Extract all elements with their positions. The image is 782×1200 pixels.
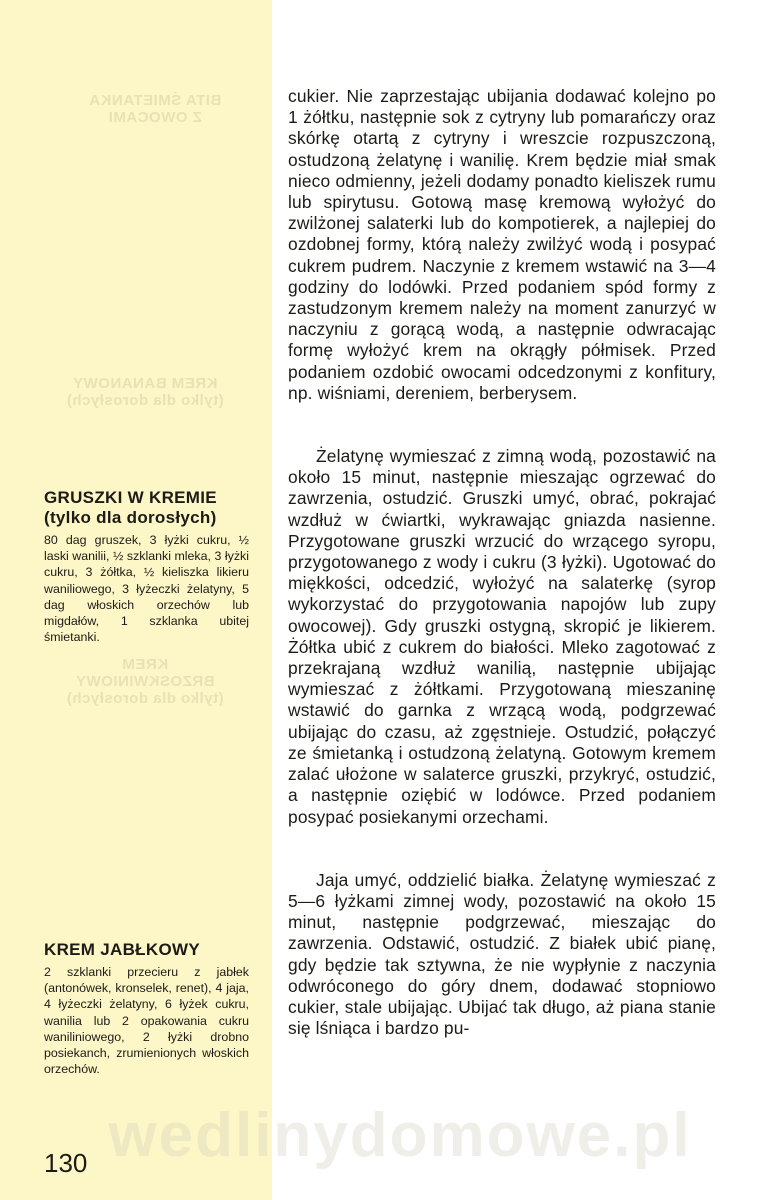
recipe-subtitle: (tylko dla dorosłych)	[44, 508, 217, 527]
paragraph-krem-jablkowy-instructions: Jaja umyć, oddzielić białka. Żelatynę wymieszać z 5—6 łyżkami zimnej wody, pozostawić na około 15 minut, następnie podgrzewać, mieszając do zawrzenia. Odstawić, ostudzić. Z białek ubić pianę, gdy będzie tak sztywna, że nie wypłynie z naczynia odwróconego do góry dnem, dodawać stopniowo cukier, stale ubijając. Ubijać tak długo, aż piana stanie się lśniąca i bardzo pu-	[288, 869, 716, 1039]
recipe-title: KREM JABŁKOWY	[44, 940, 200, 959]
paragraph-gruszki-instructions: Żelatynę wymieszać z zimną wodą, pozostawić na około 15 minut, następnie mieszając ogrzewać do zawrzenia, ostudzić. Gruszki umyć, obrać, pokrajać wzdłuż w ćwiartki, wykrawając gniazda nasienne. Przygotowane gruszki wrzucić do wrzącego syropu, przygotowanego z wody i cukru (3 łyżki). Ugotować do miękkości, odcedzić, wyłożyć na salaterkę (syrop wykorzystać do przygotowania napojów lub zupy owocowej). Gdy gruszki ostygną, skropić je likierem. Żółtka ubić z cukrem do białości. Mleko zagotować z przekrajaną wzdłuż wanilią, następnie ubijając wymieszać z żółtkami. Przygotowaną mieszaninę wstawić do garnka z wrzącą wodą, podgrzewać ubijając do czasu, aż zgęstnieje. Ostudzić, połączyć ze śmietanką i ostudzoną żelatyną. Gotowym kremem zalać ułożone w salaterce gruszki, przykryć, ostudzić, a następnie oziębić w lodówce. Przed podaniem posypać posiekanymi orzechami.	[288, 446, 716, 827]
recipe-krem-jablkowy	[44, 940, 249, 1077]
watermark: wedlinydomowe.pl	[108, 1101, 692, 1170]
recipe-title-line: GRUSZKI W KREMIE	[44, 488, 217, 507]
paragraph-continued: cukier. Nie zaprzestając ubijania dodawać kolejno po 1 żółtku, następnie sok z cytryny lub pomarańczy oraz skórkę otartą z cytryny i wreszcie rozpuszczoną, ostudzoną żelatynę i wanilię. Krem będzie miał smak nieco odmienny, jeżeli dodamy ponadto kieliszek rumu lub spirytusu. Gotową masę kremową wyłożyć do zwilżonej salaterki lub do kompotierek, a najlepiej do ozdobnej formy, którą należy zwilżyć wodą i posypać cukrem pudrem. Naczynie z kremem wstawić na 3—4 godziny do lodówki. Przed podaniem spód formy z zastudzonym kremem należy na moment zanurzyć w naczyniu z gorącą wodą, a następnie odwracając formę wyłożyć krem na okrągły półmisek. Przed podaniem ozdobić owocami odcedzonymi z konfitury, np. wiśniami, dereniem, berberysem.	[288, 86, 716, 403]
bleed-through-heading: BITA ŚMIETANKA Z OWOCAMI	[88, 92, 222, 126]
recipe-ingredients: 80 dag gruszek, 3 łyżki cukru, ½ laski wanilii, ½ szklanki mleka, 3 łyżki cukru, 3 żółtka, ½ kieliszka likieru waniliowego, 3 łyżeczki żelatyny, 5 dag włoskich orzechów lub migdałów, 1 szklanka ubitej śmietanki.	[44, 533, 249, 645]
bleed-through-heading: KREM BANANOWY (tylko dla dorosłych)	[66, 375, 224, 409]
bleed-through-heading: KREM BRZOSKWINIOWY (tylko dla dorosłych)	[66, 656, 224, 707]
page-number: 130	[44, 1148, 88, 1178]
main-text-column	[288, 86, 716, 1081]
recipe-gruszki-w-kremie	[44, 488, 249, 645]
recipe-ingredients: 2 szklanki przecieru z jabłek (antonówek, kronselek, renet), 4 jaja, 4 łyżeczki żelatyny, 6 łyżek cukru, wanilia lub 2 opakowania cukru waniliniowego, 2 łyżki drobno posiekanch, zrumienionych włoskich orzechów.	[44, 965, 249, 1077]
recipe-title	[44, 488, 249, 528]
